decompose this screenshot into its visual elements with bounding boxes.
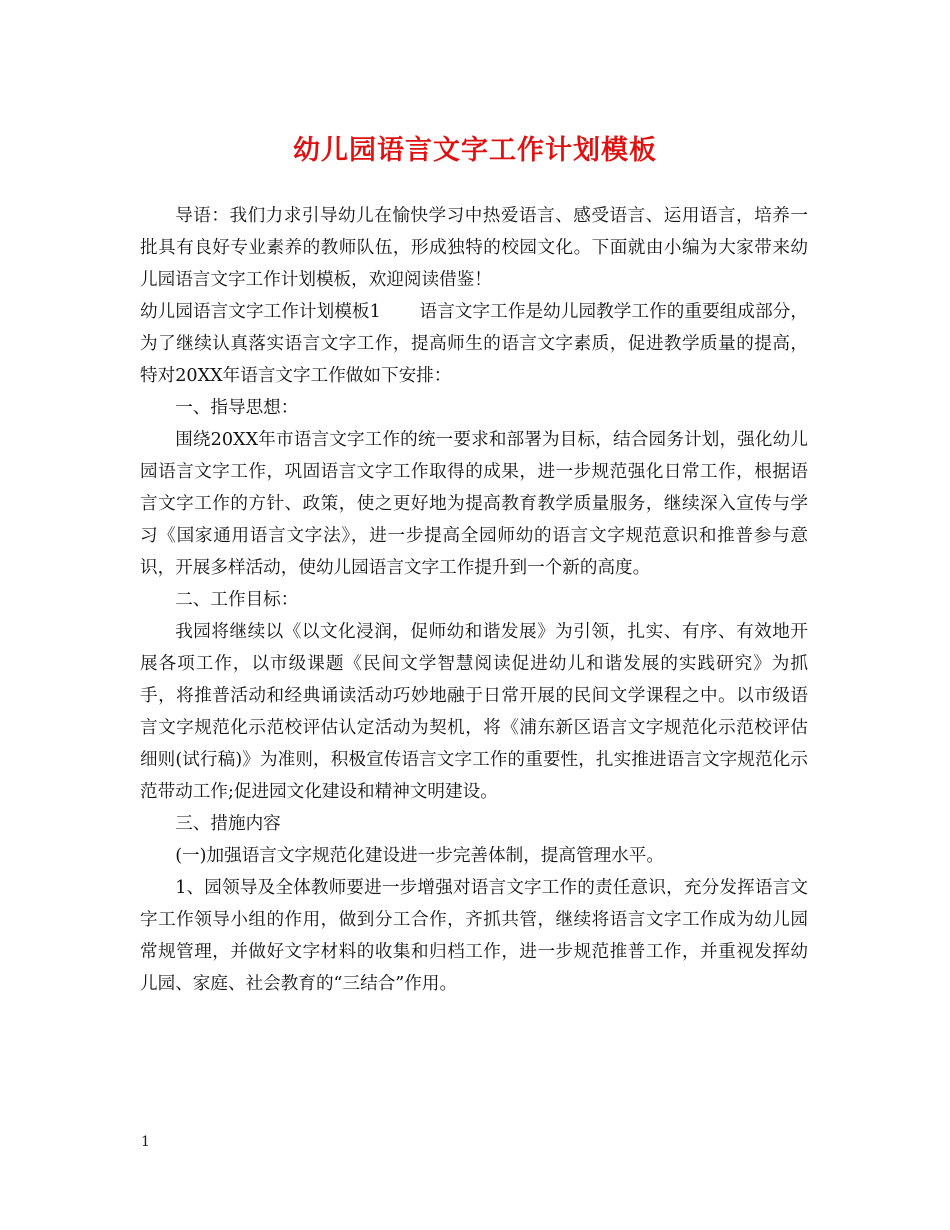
section-paragraph (140, 296, 808, 392)
intro-paragraph: 导语：我们力求引导幼儿在愉快学习中热爱语言、感受语言、运用语言，培养一批具有良好专业素养的教师队伍，形成独特的校园文化。下面就由小编为大家带来幼儿园语言文字工作计划模板，欢迎阅读借鉴！ (140, 206, 808, 290)
section-heading: 幼儿园语言文字工作计划模板1 (140, 302, 381, 322)
paragraph-measures-1: 1、园领导及全体教师要进一步增强对语言文字工作的责任意识，充分发挥语言文字工作领导小组的作用，做到分工合作，齐抓共管，继续将语言文字工作成为幼儿园常规管理，并做好文字材料的收集和归档工作，进一步规范推普工作，并重视发挥幼儿园、家庭、社会教育的“三结合”作用。 (140, 878, 808, 994)
section-lead: 语言文字工作是幼儿园教学工作的重要组成部分，为了继续认真落实语言文字工作，提高师生的语言文字素质，促进教学质量的提高，特对20XX年语言文字工作做如下安排： (140, 302, 808, 386)
heading-work-goals: 二、工作目标： (175, 590, 299, 610)
paragraph-guiding-ideology: 围绕20XX年市语言文字工作的统一要求和部署为目标，结合园务计划，强化幼儿园语言文字工作，巩固语言文字工作取得的成果，进一步规范强化日常工作，根据语言文字工作的方针、政策，使之更好地为提高教育教学质量服务，继续深入宣传与学习《国家通用语言文字法》，进一步提高全园师幼的语言文字规范意识和推普参与意识，开展多样活动，使幼儿园语言文字工作提升到一个新的高度。 (140, 430, 808, 578)
subheading-measures-1: (一)加强语言文字规范化建设进一步完善体制，提高管理水平。 (175, 846, 664, 866)
document-title: 幼儿园语言文字工作计划模板 (293, 135, 657, 166)
heading-guiding-ideology: 一、指导思想： (175, 398, 299, 418)
page-number: 1 (141, 1134, 150, 1150)
heading-measures: 三、措施内容 (175, 814, 281, 834)
document-body (140, 200, 808, 1000)
paragraph-work-goals: 我园将继续以《以文化浸润，促师幼和谐发展》为引领，扎实、有序、有效地开展各项工作，以市级课题《民间文学智慧阅读促进幼儿和谐发展的实践研究》为抓手，将推普活动和经典诵读活动巧妙地融于日常开展的民间文学课程之中。以市级语言文字规范化示范校评估认定活动为契机，将《浦东新区语言文字规范化示范校评估细则(试行稿)》为准则，积极宣传语言文字工作的重要性，扎实推进语言文字规范化示范带动工作;促进园文化建设和精神文明建设。 (140, 622, 808, 802)
